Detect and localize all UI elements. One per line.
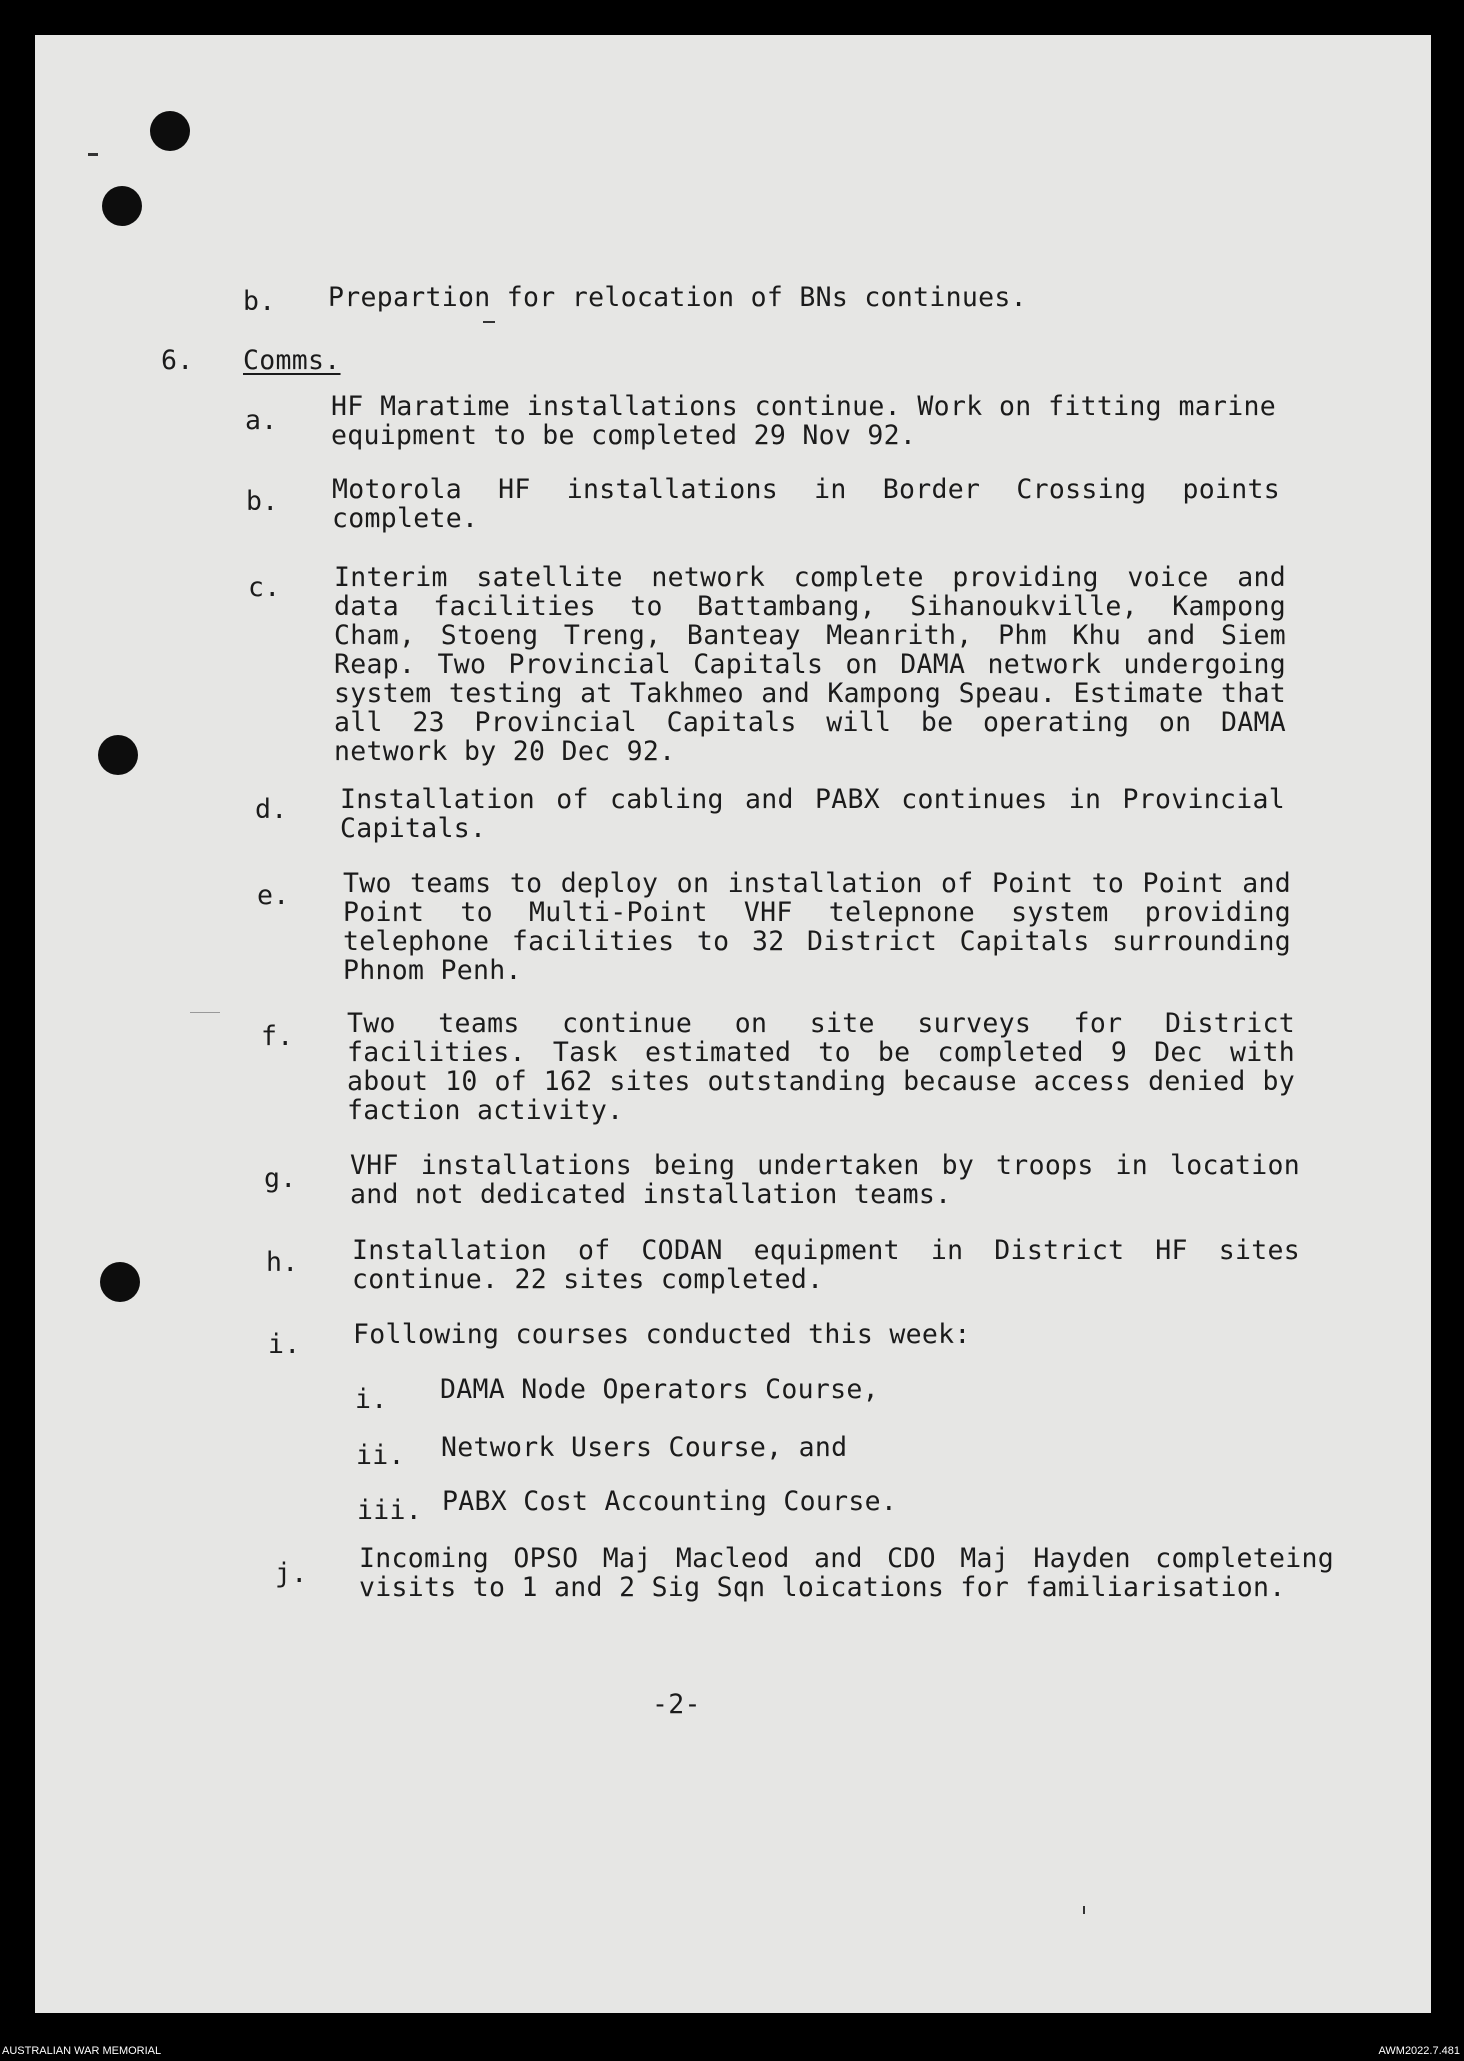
item-text: Following courses conducted this week: [353,1319,971,1350]
footer-reference: AWM2022.7.481 [1378,2045,1460,2057]
item-label: g. [264,1163,297,1194]
item-label: a. [245,405,278,436]
item-text: Incoming OPSO Maj Macleod and CDO Maj Hayden completeing visits to 1 and 2 Sig Sqn loications for familiarisation. [359,1543,1334,1603]
document-page [35,35,1431,2013]
item-label: j. [275,1558,308,1589]
item-text: VHF installations being undertaken by troops in location and not dedicated installation teams. [350,1150,1300,1210]
item-text: Two teams continue on site surveys for District facilities. Task estimated to be completed 9 Dec with about 10 of 162 sites outstanding because access denied by faction activity. [347,1008,1295,1126]
subitem-label: ii. [356,1440,405,1471]
item-label: e. [257,880,290,911]
speck [190,1012,220,1013]
subitem-text: DAMA Node Operators Course, [440,1374,879,1405]
punch-hole [102,186,142,226]
subitem-text: Network Users Course, and [441,1432,848,1463]
item-text: Motorola HF installations in Border Crossing points complete. [332,474,1280,534]
subitem-text: PABX Cost Accounting Course. [442,1486,898,1517]
punch-hole [100,1262,140,1302]
punch-hole [98,735,138,775]
archive-footer [0,2041,1464,2061]
item-text: Prepartion for relocation of BNs continues. [328,282,1027,313]
item-label: i. [268,1329,301,1360]
subitem-label: iii. [357,1495,423,1526]
item-label: f. [261,1021,294,1052]
speck [483,321,495,323]
item-label: h. [266,1247,299,1278]
subitem-label: i. [355,1384,388,1415]
speck [1083,1906,1085,1914]
punch-hole [150,111,190,151]
page-number: -2- [652,1689,701,1720]
item-text: Interim satellite network complete providing voice and data facilities to Battambang, Sihanoukville, Kampong Cham, Stoeng Treng, Banteay Meanrith, Phm Khu and Siem Reap. Two Provincial Capitals on DAMA network undergoing system testing at Takhmeo and Kampong Speau. Estimate that all 23 Provincial Capitals will be operating on DAMA network by 20 Dec 92. [334,562,1286,767]
section-number: 6. [161,345,194,376]
item-text: Installation of CODAN equipment in District HF sites continue. 22 sites completed. [352,1235,1300,1295]
section-heading: Comms. [243,345,341,376]
footer-institution: AUSTRALIAN WAR MEMORIAL [2,2045,162,2057]
speck [88,153,98,156]
item-label: b. [246,486,279,517]
item-label: d. [255,794,288,825]
item-label: b. [243,286,276,317]
item-text: HF Maratime installations continue. Work on fitting marine equipment to be completed 29 Nov 92. [331,391,1276,451]
item-text: Installation of cabling and PABX continues in Provincial Capitals. [340,784,1285,844]
item-label: c. [248,572,281,603]
item-text: Two teams to deploy on installation of Point to Point and Point to Multi-Point VHF telepnone system providing telephone facilities to 32 District Capitals surrounding Phnom Penh. [343,868,1291,986]
